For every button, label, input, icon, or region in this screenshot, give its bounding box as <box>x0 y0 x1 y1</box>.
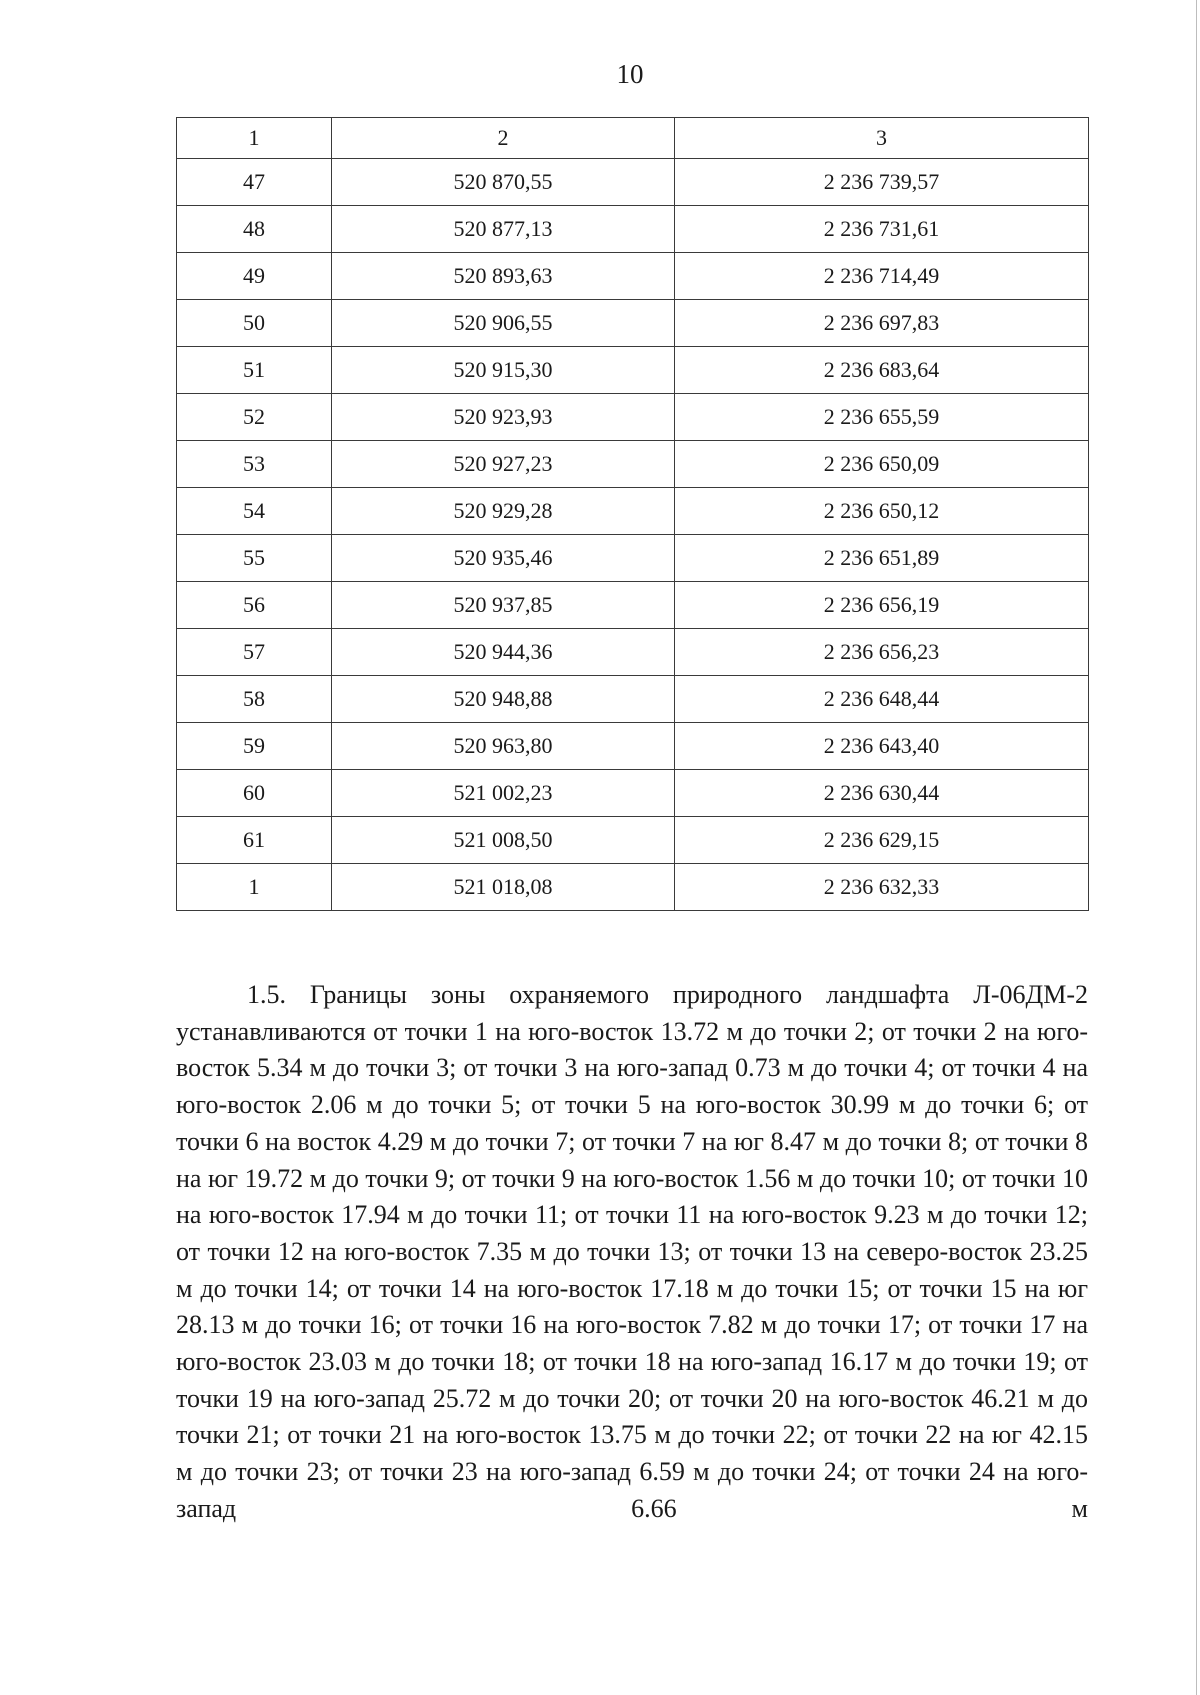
x-coordinate-cell: 521 008,50 <box>332 817 675 864</box>
point-number-cell: 58 <box>177 676 332 723</box>
y-coordinate-cell: 2 236 630,44 <box>675 770 1089 817</box>
point-number-cell: 52 <box>177 394 332 441</box>
y-coordinate-cell: 2 236 714,49 <box>675 253 1089 300</box>
y-coordinate-cell: 2 236 650,12 <box>675 488 1089 535</box>
point-number-cell: 54 <box>177 488 332 535</box>
y-coordinate-cell: 2 236 739,57 <box>675 159 1089 206</box>
coordinates-table <box>176 117 1089 911</box>
x-coordinate-cell: 521 018,08 <box>332 864 675 911</box>
page-number: 10 <box>616 59 644 89</box>
x-coordinate-cell: 520 929,28 <box>332 488 675 535</box>
x-coordinate-cell: 520 923,93 <box>332 394 675 441</box>
table-row <box>177 441 1089 488</box>
x-coordinate-cell: 520 870,55 <box>332 159 675 206</box>
y-coordinate-cell: 2 236 656,23 <box>675 629 1089 676</box>
x-coordinate-cell: 520 935,46 <box>332 535 675 582</box>
point-number-cell: 59 <box>177 723 332 770</box>
point-number-cell: 51 <box>177 347 332 394</box>
x-coordinate-cell: 521 002,23 <box>332 770 675 817</box>
x-coordinate-cell: 520 915,30 <box>332 347 675 394</box>
y-coordinate-cell: 2 236 643,40 <box>675 723 1089 770</box>
table-row <box>177 206 1089 253</box>
point-number-cell: 50 <box>177 300 332 347</box>
x-coordinate-cell: 520 963,80 <box>332 723 675 770</box>
x-coordinate-cell: 520 944,36 <box>332 629 675 676</box>
table-row <box>177 676 1089 723</box>
table-row <box>177 864 1089 911</box>
y-coordinate-cell: 2 236 655,59 <box>675 394 1089 441</box>
x-coordinate-cell: 520 948,88 <box>332 676 675 723</box>
y-coordinate-cell: 2 236 632,33 <box>675 864 1089 911</box>
y-coordinate-cell: 2 236 683,64 <box>675 347 1089 394</box>
table-row <box>177 394 1089 441</box>
table-row <box>177 159 1089 206</box>
x-coordinate-cell: 520 906,55 <box>332 300 675 347</box>
table-row <box>177 347 1089 394</box>
point-number-cell: 47 <box>177 159 332 206</box>
table-row <box>177 253 1089 300</box>
y-coordinate-cell: 2 236 629,15 <box>675 817 1089 864</box>
table-row <box>177 582 1089 629</box>
y-coordinate-cell: 2 236 656,19 <box>675 582 1089 629</box>
x-coordinate-cell: 520 937,85 <box>332 582 675 629</box>
point-number-cell: 48 <box>177 206 332 253</box>
point-number-cell: 1 <box>177 864 332 911</box>
x-coordinate-cell: 520 877,13 <box>332 206 675 253</box>
y-coordinate-cell: 2 236 731,61 <box>675 206 1089 253</box>
table-row <box>177 629 1089 676</box>
point-number-cell: 60 <box>177 770 332 817</box>
x-coordinate-cell: 520 927,23 <box>332 441 675 488</box>
point-number-cell: 49 <box>177 253 332 300</box>
column-header-point: 1 <box>177 118 332 159</box>
scan-edge-line <box>1196 0 1197 1695</box>
table-row <box>177 488 1089 535</box>
point-number-cell: 57 <box>177 629 332 676</box>
table-header-row <box>177 118 1089 159</box>
y-coordinate-cell: 2 236 648,44 <box>675 676 1089 723</box>
x-coordinate-cell: 520 893,63 <box>332 253 675 300</box>
table-row <box>177 300 1089 347</box>
point-number-cell: 56 <box>177 582 332 629</box>
table-row <box>177 723 1089 770</box>
table-row <box>177 770 1089 817</box>
table-row <box>177 817 1089 864</box>
y-coordinate-cell: 2 236 650,09 <box>675 441 1089 488</box>
table-row <box>177 535 1089 582</box>
column-header-x: 2 <box>332 118 675 159</box>
point-number-cell: 53 <box>177 441 332 488</box>
y-coordinate-cell: 2 236 697,83 <box>675 300 1089 347</box>
column-header-y: 3 <box>675 118 1089 159</box>
point-number-cell: 55 <box>177 535 332 582</box>
y-coordinate-cell: 2 236 651,89 <box>675 535 1089 582</box>
boundary-description-paragraph: 1.5. Границы зоны охраняемого природного ландшафта Л-06ДМ-2 устанавливаются от точки 1 на юго-восток 13.72 м до точки 2; от точки 2 на юго-восток 5.34 м до точки 3; от точки 3 на юго-запад 0.73 м до точки 4; от точки 4 на юго-восток 2.06 м до точки 5; от точки 5 на юго-восток 30.99 м до точки 6; от точки 6 на восток 4.29 м до точки 7; от точки 7 на юг 8.47 м до точки 8; от точки 8 на юг 19.72 м до точки 9; от точки 9 на юго-восток 1.56 м до точки 10; от точки 10 на юго-восток 17.94 м до точки 11; от точки 11 на юго-восток 9.23 м до точки 12; от точки 12 на юго-восток 7.35 м до точки 13; от точки 13 на северо-восток 23.25 м до точки 14; от точки 14 на юго-восток 17.18 м до точки 15; от точки 15 на юг 28.13 м до точки 16; от точки 16 на юго-восток 7.82 м до точки 17; от точки 17 на юго-восток 23.03 м до точки 18; от точки 18 на юго-запад 16.17 м до точки 19; от точки 19 на юго-запад 25.72 м до точки 20; от точки 20 на юго-восток 46.21 м до точки 21; от точки 21 на юго-восток 13.75 м до точки 22; от точки 22 на юг 42.15 м до точки 23; от точки 23 на юго-запад 6.59 м до точки 24; от точки 24 на юго-запад 6.66 м <box>176 980 1088 1523</box>
point-number-cell: 61 <box>177 817 332 864</box>
